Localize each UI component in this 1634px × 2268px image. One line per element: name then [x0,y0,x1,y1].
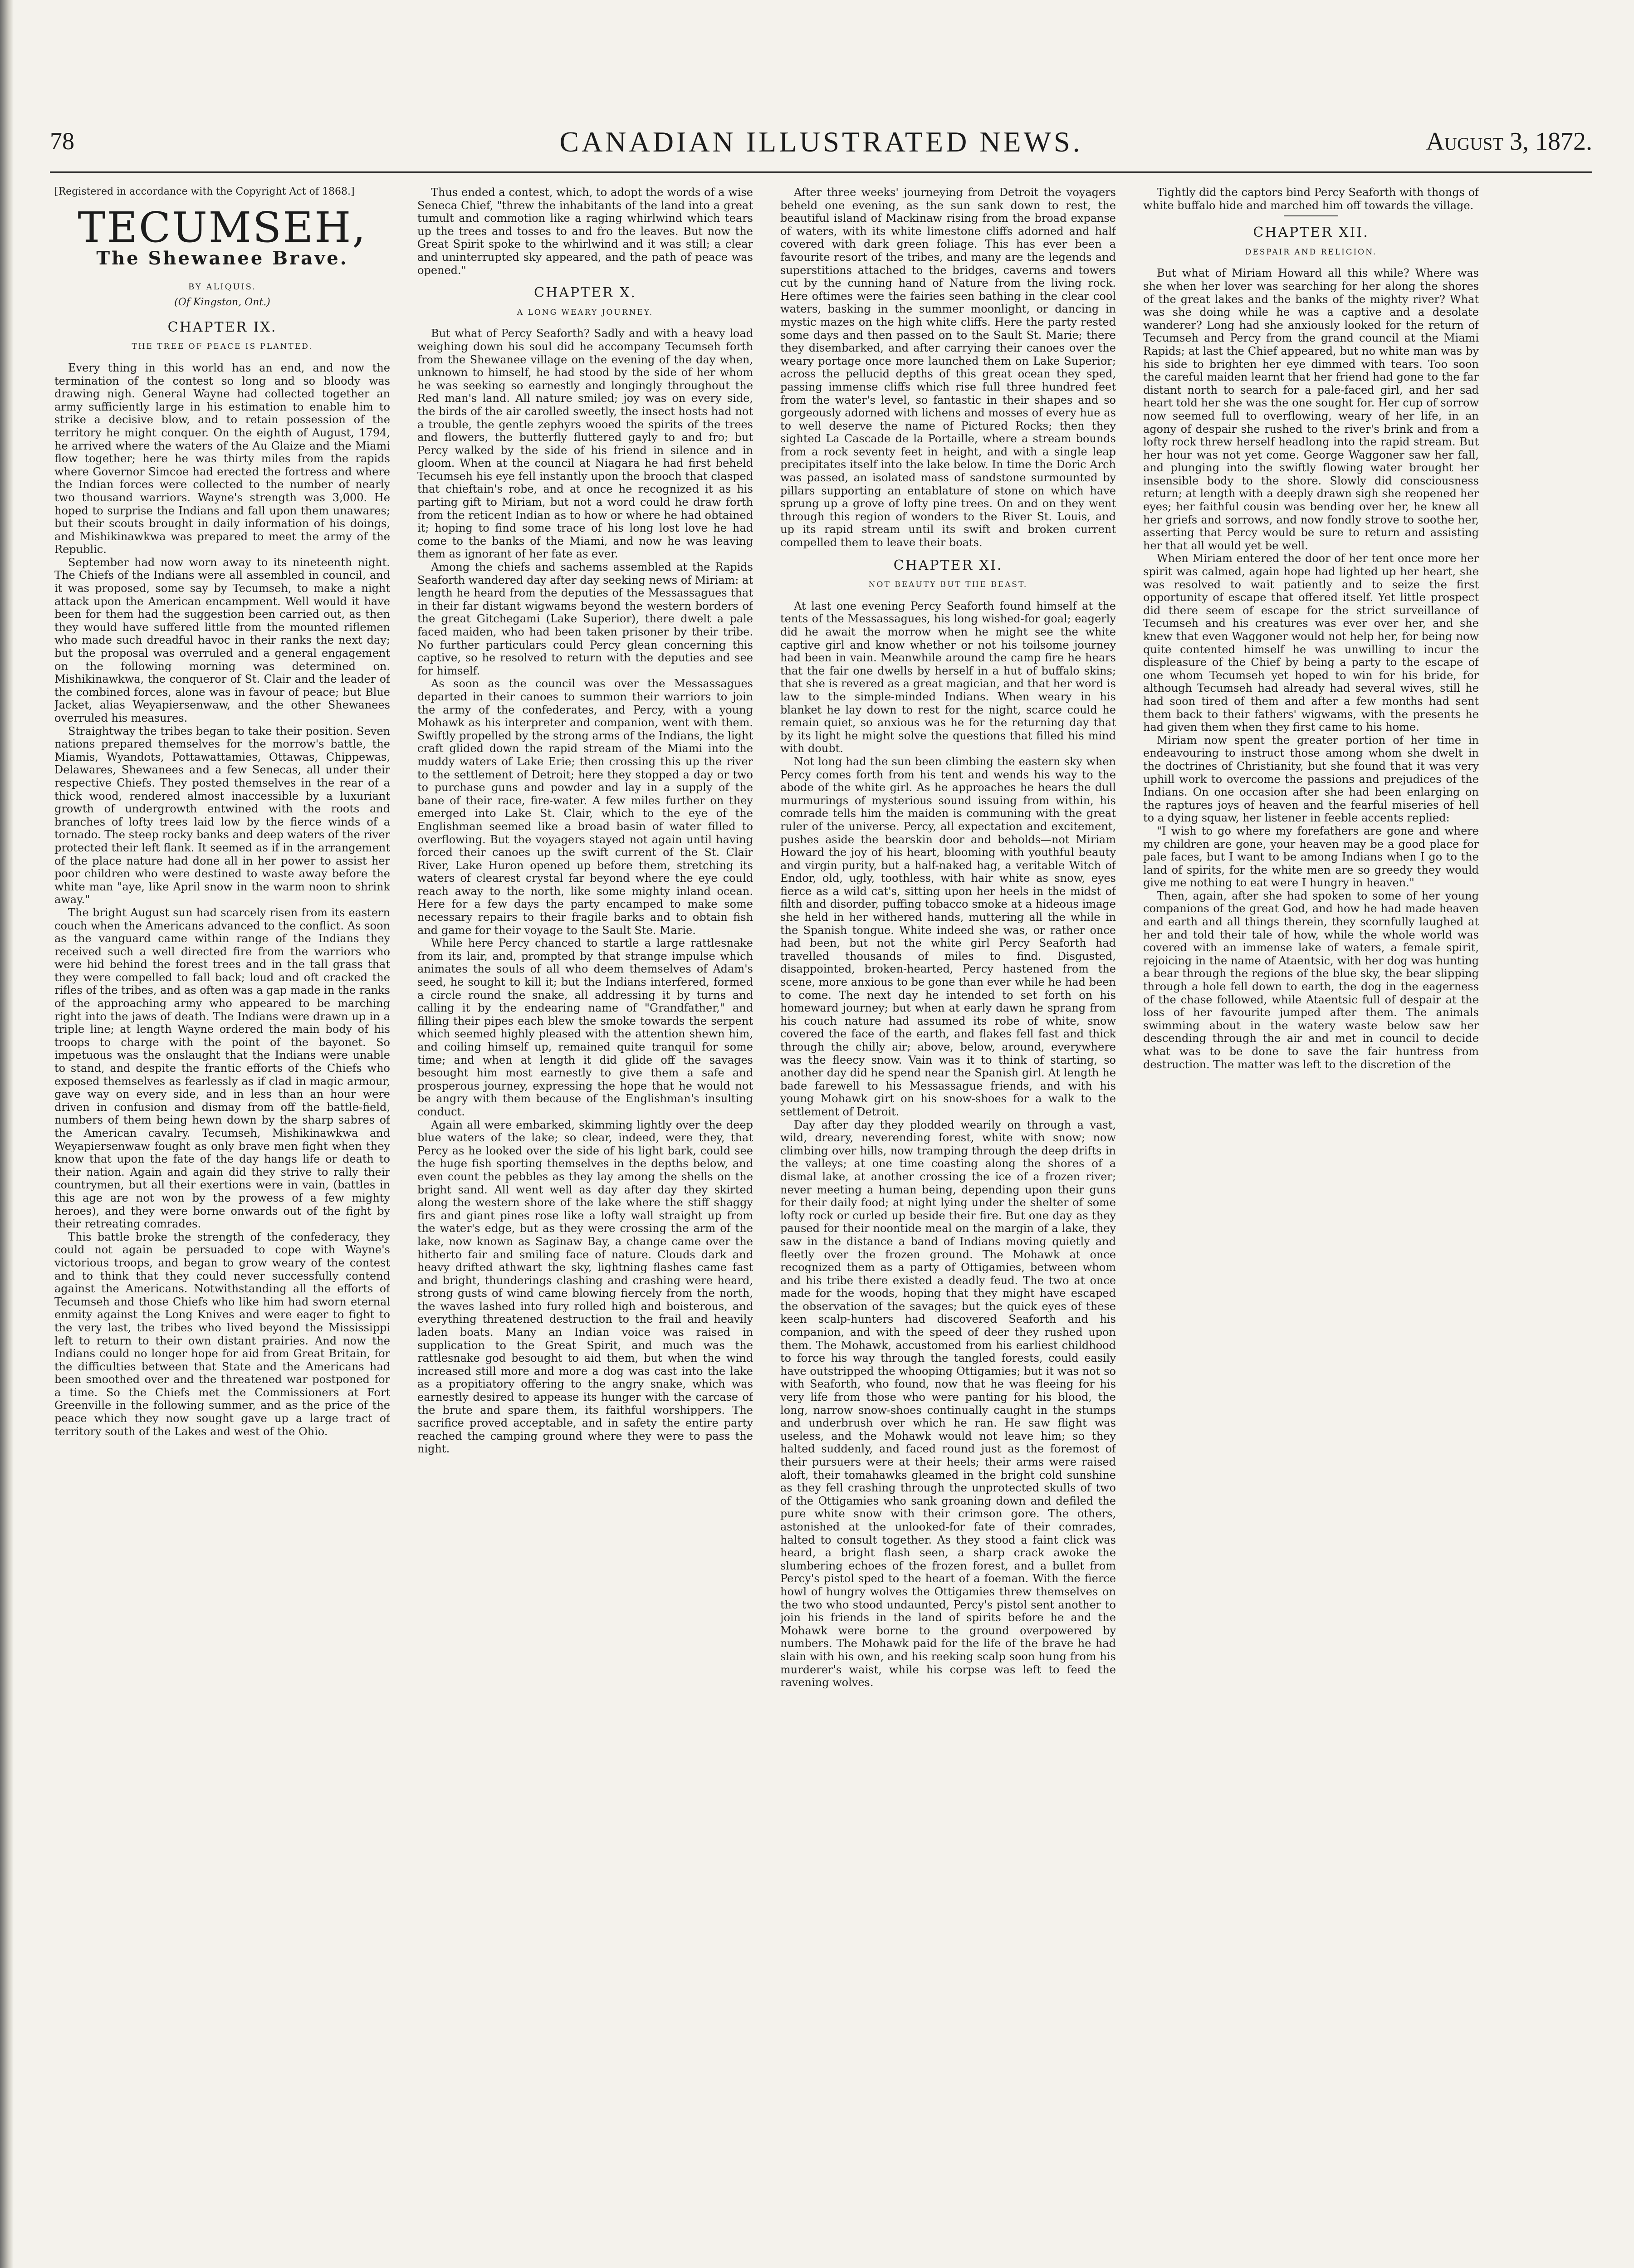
masthead-title: CANADIAN ILLUSTRATED NEWS. [559,126,1083,158]
paragraph: Thus ended a contest, which, to adopt the words of a wise Seneca Chief, "threw the inhabitants of the land into a great tumult and commotion like a raging whirlwind which tears up the trees and tosses to and fro the leaves. But now the Great Spirit spoke to the whirlwind and it was still; a clear and uninterrupted sky appeared, and the path of peace was opened." [417,186,753,277]
story-title: TECUMSEH, [78,203,367,252]
paragraph: As soon as the council was over the Messassagues departed in their canoes to summon their warriors to join the army of the confederates, and Percy, with a young Mohawk as his interpreter and companion, went with them. Swiftly propelled by the strong arms of the Indians, the light craft glided down the rapid stream of the Miami into the muddy waters of Lake Erie; then crossing this up the river to the settlement of Detroit; here they stopped a day or two to purchase guns and powder and lay in a supply of the bane of their race, fire-water. A few miles further on they emerged into Lake St. Clair, which to the eye of the Englishman seemed like a broad basin of water filled to overflowing. But the voyagers stayed not again until having forced their canoes up the swift current of the St. Clair River, Lake Huron opened up before them, stretching its waters of clearest crystal far beyond where the eye could reach away to the north, like some mighty inland ocean. Here for a few days the party encamped to make some necessary repairs to their fragile barks and to obtain fish and game for their voyage to the Sault Ste. Marie. [417,677,753,937]
column-3 [780,186,1116,2254]
paragraph: Not long had the sun been climbing the eastern sky when Percy comes forth from his tent and wends his way to the abode of the white girl. As he approaches he hears the dull murmurings of mysterious sound issuing from within, his comrade tells him the maiden is communing with the great ruler of the universe. Percy, all expectation and excitement, pushes aside the bearskin door and beholds—not Miriam Howard the joy of his heart, blooming with youthful beauty and virgin purity, but a half-naked hag, a veritable Witch of Endor, old, ugly, toothless, with hair white as snow, eyes fierce as a wild cat's, sitting upon her heels in the midst of filth and disorder, puffing tobacco smoke at a hideous image she held in her withered hands, muttering all the while in the Spanish tongue. White indeed she was, or rather once had been, but not the white girl Percy Seaforth had travelled thousands of miles to find. Disgusted, disappointed, broken-hearted, Percy hastened from the scene, more anxious to be gone than ever while he had been to come. The next day he intended to set forth on his homeward journey; but when at early dawn he sprang from his couch nature had assumed its robe of white, snow covered the face of the earth, and flakes fell fast and thick through the chilly air; above, below, around, everywhere was the fleecy snow. Vain was it to think of starting, so another day did he spend near the Spanish girl. At length he bade farewell to his Messassague friends, and with his young Mohawk girt on his snow-shoes for a walk to the settlement of Detroit. [780,755,1116,1118]
page-header [50,122,1592,163]
header-rule [50,171,1592,173]
paragraph: This battle broke the strength of the confederacy, they could not again be persuaded to cope with Wayne's victorious troops, and began to grow weary of the contest and to think that they could never successfully contend against the Americans. Notwithstanding all the efforts of Tecumseh and those Chiefs who like him had sworn eternal enmity against the Long Knives and were eager to fight to the very last, the tribes who lived beyond the Mississippi left to return to their own distant prairies. And now the Indians could no longer hope for aid from Great Britain, for the difficulties between that State and the Americans had been smoothed over and the threatened war postponed for a time. So the Chiefs met the Commissioners at Fort Greenville in the following summer, and as the price of the peace which they now sought gave up a large tract of territory south of the Lakes and west of the Ohio. [54,1230,390,1438]
paragraph: Day after day they plodded wearily on through a vast, wild, dreary, neverending forest, white with snow; now climbing over hills, now tramping through the deep drifts in the valleys; at one time coasting along the shores of a dismal lake, at another crossing the ice of a frozen river; never meeting a human being, depending upon their guns for their daily food; at night lying under the shelter of some lofty rock or curled up beside their fire. But one day as they paused for their noontide meal on the margin of a lake, they saw in the distance a band of Indians moving quietly and fleetly over the frozen ground. The Mohawk at once recognized them as a party of Ottigamies, between whom and his tribe there existed a deadly feud. The two at once made for the woods, hoping that they might have escaped the observation of the savages; but the quick eyes of these keen scalp-hunters had discovered Seaforth and his companion, and with the speed of deer they rushed upon them. The Mohawk, accustomed from his earliest childhood to force his way through the tangled forests, could easily have outstripped the whooping Ottigamies; but it was not so with Seaforth, who found, now that he was fleeing for his very life from those who were panting for his blood, the long, narrow snow-shoes continually caught in the stumps and underbrush over which he ran. He saw flight was useless, and the Mohawk would not leave him; so they halted suddenly, and faced round just as the foremost of their pursuers were at their heels; their arms were raised aloft, their tomahawks gleamed in the bright cold sunshine as they fell crashing through the unprotected skulls of two of the Ottigamies who sank groaning down and defiled the pure white snow with their crimson gore. The others, astonished at the unlooked-for fate of their comrades, halted to consult together. As they stood a faint click was heard, a bright flash seen, a sharp crack awoke the slumbering echoes of the frozen forest, and a bullet from Percy's pistol sped to the heart of a foeman. With the fierce howl of hungry wolves the Ottigamies threw themselves on the two who stood undaunted, Percy's pistol sent another to join his friends in the land of spirits before he and the Mohawk were borne to the ground overpowered by numbers. The Mohawk paid for the life of the brave he had slain with his own, and his reeking scalp soon hung from his murderer's waist, while his corpse was left to feed the ravening wolves. [780,1118,1116,1689]
paragraph: But what of Percy Seaforth? Sadly and with a heavy load weighing down his soul did he accompany Tecumseh forth from the Shewanee village on the evening of the day when, unknown to himself, he had stood by the side of her whom he was seeking so earnestly and longingly throughout the Red man's land. All nature smiled; joy was on every side, the birds of the air carolled sweetly, the insect hosts had not a trouble, the gentle zephyrs wooed the spirits of the trees and flowers, the butterfly fluttered gayly to and fro; but Percy walked by the side of his friend in silence and in gloom. When at the council at Niagara he had first beheld Tecumseh his eye fell instantly upon the brooch that clasped that chieftain's robe, and at once he recognized it as his parting gift to Miriam, but not a word could he draw forth from the reticent Indian as to how or where he had obtained it; hoping to find some trace of his long lost love he had come to the banks of the Miami, and now he was leaving them as ignorant of her fate as ever. [417,327,753,561]
paragraph: The bright August sun had scarcely risen from its eastern couch when the Americans advanced to the conflict. As soon as the vanguard came within range of the Indians they received such a well directed fire from the warriors who were hid behind the forest trees and in the tall grass that they were compelled to fall back; loud and oft cracked the rifles of the tribes, and as often was a gap made in the ranks of the approaching army who appeared to be marching right into the jaws of death. The Indians were drawn up in a triple line; at length Wayne ordered the main body of his troops to charge with the point of the bayonet. So impetuous was the onslaught that the Indians were unable to stand, and despite the frantic efforts of the Chiefs who exposed themselves as fearlessly as if clad in magic armour, gave way on every side, and in less than an hour were driven in confusion and dismay from off the battle-field, numbers of them being hewn down by the sharp sabres of the American cavalry. Tecumseh, Mishikinawkwa and Weyapiersenwaw fought as only brave men fight when they know that upon the fate of the day hangs life or death to their nation. Again and again did they strive to rally their countrymen, but all their exertions were in vain, (battles in this age are not won by the prowess of a few mighty heroes), and they were borne onwards out of the fight by their retreating comrades. [54,906,390,1231]
chapter-heading: CHAPTER IX. [167,319,277,335]
column-1 [54,186,390,2254]
paragraph: Among the chiefs and sachems assembled at the Rapids Seaforth wandered day after day seeking news of Miriam: at length he heard from the deputies of the Messassagues that in their far distant wigwams beyond the western borders of the great Gitchegami (Lake Superior), there dwelt a pale faced maiden, who had been taken prisoner by their tribe. No further particulars could Percy glean concerning this captive, so he resolved to return with the deputies and see for himself. [417,561,753,677]
chapter-subheading: A LONG WEARY JOURNEY. [517,308,654,317]
paragraph: When Miriam entered the door of her tent once more her spirit was calmed, again hope had lighted up her heart, she was resolved to wait patiently and to seize the first opportunity of escape that offered itself. Yet little prospect did there seem of escape for the strict surveillance of Tecumseh and his creatures was ever over her, and she knew that even Waggoner would not help her, for being now quite contented himself he was unwilling to incur the displeasure of the Chief by being a party to the escape of one whom Tecumseh yet hoped to win for his bride, for although Tecumseh had already had several wives, still he had soon tired of them and after a few months had sent them back to their fathers' wigwams, with the presents he had given them when they first came to his home. [1143,552,1479,734]
paragraph: Miriam now spent the greater portion of her time in endeavouring to instruct those among whom she dwelt in the doctrines of Christianity, but she found that it was very uphill work to overcome the passions and prejudices of the Indians. On one occasion after she had been enlarging on the raptures joys of heaven and the fearful miseries of hell to a dying squaw, her listener in feeble accents replied: [1143,733,1479,825]
chapter-subheading: NOT BEAUTY BUT THE BEAST. [868,580,1028,590]
issue-date: August 3, 1872. [1426,127,1592,156]
paragraph: Again all were embarked, skimming lightly over the deep blue waters of the lake; so clear, indeed, were they, that Percy as he looked over the side of his light bark, could see the huge fish sporting themselves in the depths below, and even count the pebbles as they lay among the shells on the bright sand. All went well as day after day they skirted along the western shore of the lake where the stiff shaggy firs and giant pines rose like a lofty wall straight up from the water's edge, but as they were crossing the arm of the lake, now known as Saginaw Bay, a change came over the hitherto fair and smiling face of nature. Clouds dark and heavy drifted athwart the sky, lightning flashes came fast and bright, thunderings clashing and crashing were heard, strong gusts of wind came blowing fiercely from the north, the waves lashed into fury rolled high and boisterous, and everything threatened destruction to the frail and heavily laden boats. Many an Indian voice was raised in supplication to the Great Spirit, and much was the rattlesnake god besought to aid them, but when the wind increased still more and more a dog was cast into the lake as a propitiatory offering to the angry snake, which was earnestly desired to appease its hunger with the carcase of the brute and spare them, its faithful worshippers. The sacrifice proved acceptable, and in safety the entire party reached the camping ground where they were to pass the night. [417,1118,753,1456]
story-subtitle: The Shewanee Brave. [96,248,348,269]
page-binding-shadow [0,0,14,2268]
paragraph: But what of Miriam Howard all this while? Where was she when her lover was searching for her along the shores of the great lakes and the banks of the mighty river? What was she doing while he was a captive and a desolate wanderer? Long had she anxiously looked for the return of Tecumseh and Percy from the grand council at the Miami Rapids; at last the Chief appeared, but no white man was by his side to brighten her eye dimmed with tears. Too soon the careful maiden learnt that her friend had gone to the far distant north to search for a pale-faced girl, and her sad heart told her she was the one sought for. Her cup of sorrow now seemed full to overflowing, weary of her life, in an agony of despair she rushed to the river's brink and from a lofty rock threw herself headlong into the rapid stream. But her hour was not yet come. George Waggoner saw her fall, and plunging into the swiftly flowing water brought her insensible body to the shore. Slowly did consciousness return; at length with a deeply drawn sigh she reopened her eyes; her faithful cousin was bending over her, he knew all her griefs and sorrows, and now fondly strove to soothe her, asserting that Percy would be sure to return and assisting her that all would yet be well. [1143,267,1479,552]
paragraph: Tightly did the captors bind Percy Seaforth with thongs of white buffalo hide and marched him off towards the village. [1143,186,1479,212]
chapter-heading: CHAPTER XI. [893,557,1003,573]
paragraph: Every thing in this world has an end, and now the termination of the contest so long and so bloody was drawing nigh. General Wayne had collected together an army sufficiently large in his estimation to enable him to strike a decisive blow, and to retain possession of the territory he might conquer. On the eighth of August, 1794, he arrived where the waters of the Au Glaize and the Miami flow together; here he was thirty miles from the rapids where Governor Simcoe had erected the fortress and where the Indian forces were collected to the number of nearly two thousand warriors. Wayne's strength was 3,000. He hoped to surprise the Indians and fall upon them unawares; but their scouts brought in daily information of his doings, and Mishikinawkwa was prepared to meet the army of the Republic. [54,361,390,556]
page-number: 78 [50,127,74,155]
column-2 [417,186,753,2254]
paragraph: Straightway the tribes began to take their position. Seven nations prepared themselves for the morrow's battle, the Miamis, Wyandots, Pottawattamies, Ottawas, Chippewas, Delawares, Shewanees and a few Senecas, all under their respective Chiefs. They posted themselves in the rear of a thick wood, rendered almost inaccessible by a luxuriant growth of undergrowth entwined with the roots and branches of lofty trees laid low by the fierce winds of a tornado. The steep rocky banks and deep waters of the river protected their left flank. It seemed as if in the arrangement of the place nature had done all in her power to assist her poor children who were destined to waste away before the white man "aye, like April snow in the warm noon to shrink away." [54,724,390,906]
paragraph: While here Percy chanced to startle a large rattlesnake from its lair, and, prompted by that strange impulse which animates the souls of all who deem themselves of Adam's seed, he sought to kill it; but the Indians interfered, formed a circle round the snake, all addressing it by turns and calling it by the endearing name of "Grandfather," and filling their pipes each blew the smoke towards the serpent which seemed highly pleased with the attention shewn him, and coiling himself up, remained quite tranquil for some time; and when at length it did glide off the savages besought him most earnestly to give them a safe and prosperous journey, expressing the hope that he would not be angry with them because of the Englishman's insulting conduct. [417,937,753,1118]
chapter-divider [1284,215,1338,216]
byline-origin: (Of Kingston, Ont.) [174,297,270,308]
column-4 [1143,186,1479,2254]
chapter-heading: CHAPTER X. [534,285,636,301]
paragraph: At last one evening Percy Seaforth found himself at the tents of the Messassagues, his long wished-for goal; eagerly did he await the morrow when he might see the white captive girl and know whether or not his toilsome journey had been in vain. Meanwhile around the camp fire he hears that the fair one dwells by herself in a hut of buffalo skins; that she is revered as a great magician, and that her word is law to the simple-minded Indians. When weary in his blanket he lay down to rest for the night, scarce could he remain quiet, so anxious was he for the returning day that by its light he might solve the questions that filled his mind with doubt. [780,599,1116,755]
byline: BY ALIQUIS. [188,282,257,292]
chapter-subheading: DESPAIR AND RELIGION. [1245,247,1377,257]
chapter-subheading: THE TREE OF PEACE IS PLANTED. [132,342,313,352]
paragraph: After three weeks' journeying from Detroit the voyagers beheld one evening, as the sun sank down to rest, the beautiful island of Mackinaw rising from the broad expanse of waters, with its white limestone cliffs adorned and half covered with dark green foliage. This has ever been a favourite resort of the tribes, and many are the legends and superstitions attached to the bridges, caverns and towers cut by the cunning hand of Nature from the living rock. Here oftimes were the fairies seen bathing in the clear cool waters, basking in the summer moonlight, or dancing in mystic mazes on the high white cliffs. Here the party rested some days and then passed on to the Sault St. Marie; there they disembarked, and after carrying their canoes over the weary portage once more launched them on Lake Superior; across the pellucid depths of this great ocean they sped, passing immense cliffs which rise full three hundred feet from the water's level, so fantastic in their shapes and so gorgeously adorned with lichens and mosses of every hue as to well deserve the name of Pictured Rocks; then they sighted La Cascade de la Portaille, where a stream bounds from a rock seventy feet in height, and with a single leap precipitates itself into the lake below. In time the Doric Arch was passed, an isolated mass of sandstone surmounted by pillars supporting an entablature of stone on which have sprung up a grove of lofty pine trees. On and on they went through this region of wonders to the River St. Louis, and up its rapid stream until its swift and broken current compelled them to leave their boats. [780,186,1116,549]
chapter-heading: CHAPTER XII. [1253,225,1369,241]
copyright-note: [Registered in accordance with the Copyright Act of 1868.] [54,186,355,197]
paragraph: September had now worn away to its nineteenth night. The Chiefs of the Indians were all assembled in council, and it was proposed, some say by Tecumseh, to make a night attack upon the American encampment. Well would it have been for them had the suggestion been carried out, as then they would have suffered little from the mounted riflemen who made such dreadful havoc in their ranks the next day; but the proposal was overruled and a general engagement on the following morning was determined on. Mishikinawkwa, the conqueror of St. Clair and the leader of the combined forces, alone was in favour of peace; but Blue Jacket, alias Weyapiersenwaw, and the other Shewanees overruled his measures. [54,556,390,724]
paragraph: Then, again, after she had spoken to some of her young companions of the great God, and how he had made heaven and earth and all things therein, they scornfully laughed at her and told their tale of how, while the whole world was covered with an immense lake of waters, a female spirit, rejoicing in the name of Ataentsic, with her dog was hunting a bear through the regions of the blue sky, the bear slipping through a hole fell down to earth, the dog in the eagerness of the chase followed, while Ataentsic full of despair at the loss of her favourite jumped after them. The animals swimming about in the watery waste below saw her descending through the air and met in council to decide what was to be done to save the fair huntress from destruction. The matter was left to the discretion of the [1143,889,1479,1071]
paragraph: "I wish to go where my forefathers are gone and where my children are gone, your heaven may be a good place for pale faces, but I want to be among Indians when I go to the land of spirits, for the white men are so greedy they would give me nothing to eat were I hungry in heaven." [1143,824,1479,890]
